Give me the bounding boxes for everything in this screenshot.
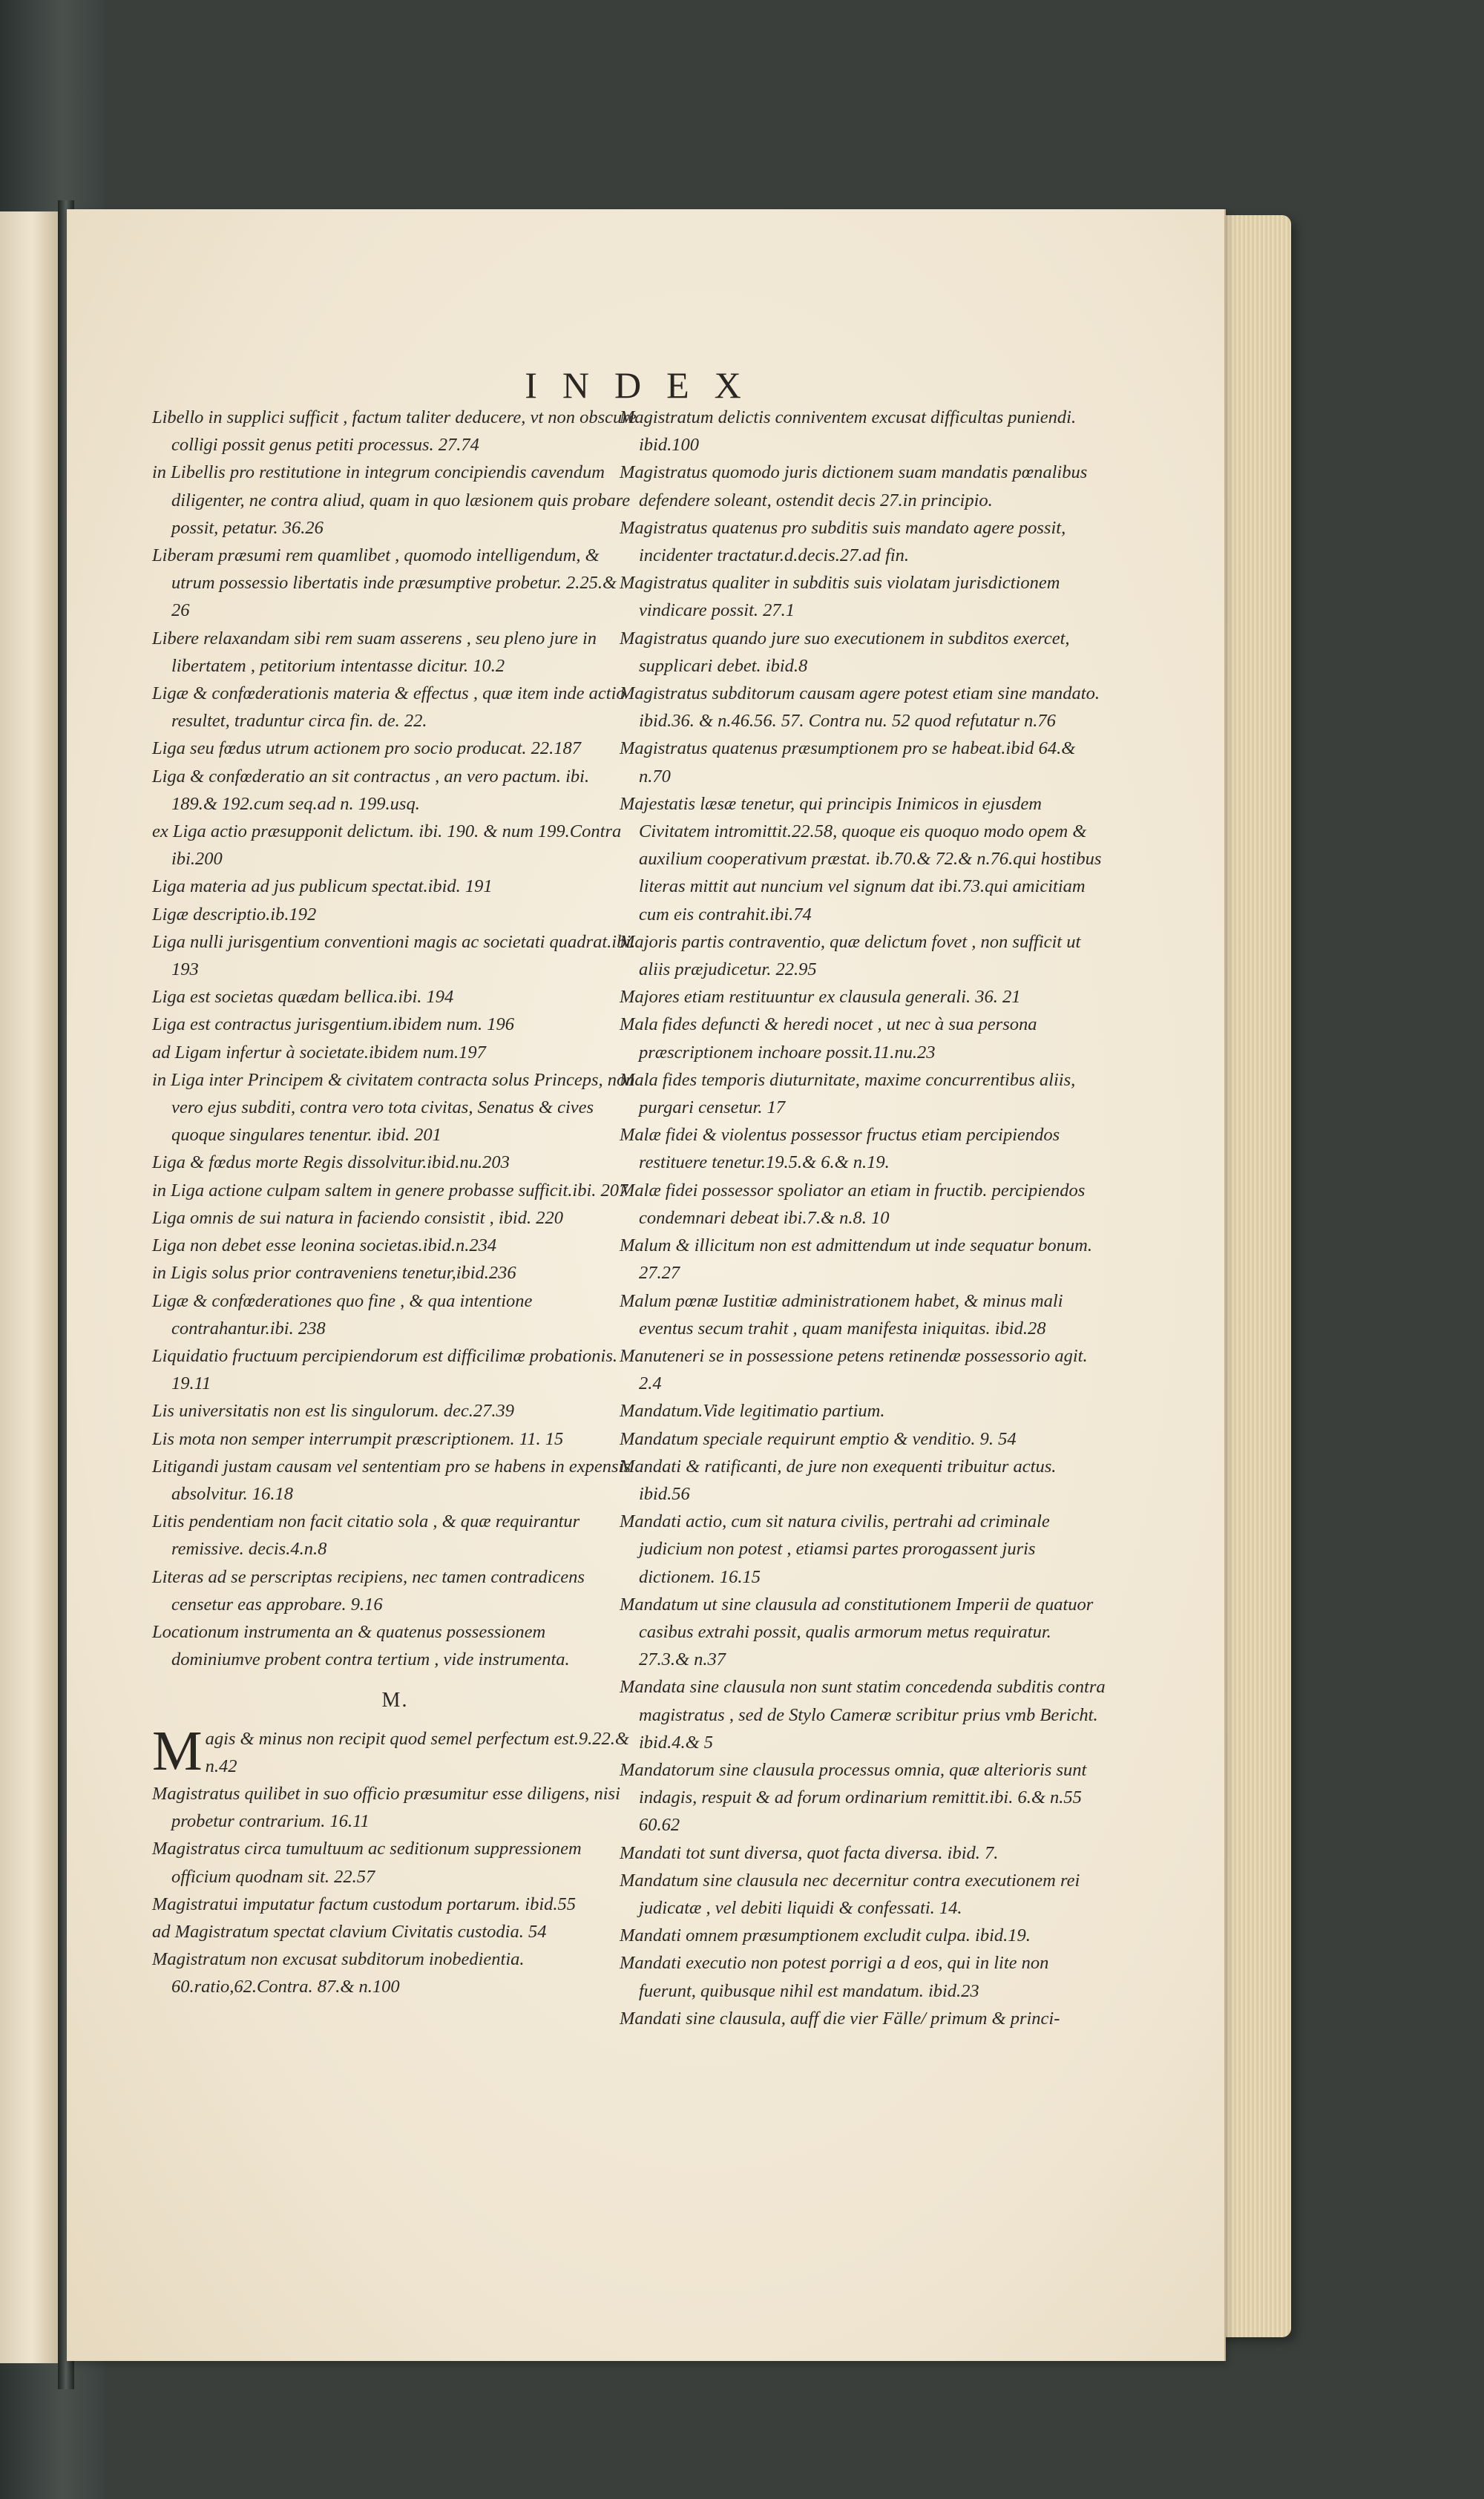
index-page bbox=[67, 209, 1226, 2361]
index-entry: Majores etiam restituuntur ex clausula generali. 36. 21 bbox=[620, 987, 1021, 1008]
dropcap-entry-text: agis & minus non recipit quod semel perfectum est.9.22.& n.42 bbox=[205, 1728, 629, 1776]
index-entry: Liga materia ad jus publicum spectat.ibid. 191 bbox=[152, 876, 493, 897]
right-column bbox=[620, 404, 1106, 2032]
index-entry: Mala fides defuncti & heredi nocet , ut nec à sua persona præscriptionem inchoare possit.11.nu.23 bbox=[620, 1014, 1037, 1063]
index-entry: ex Liga actio præsupponit delictum. ibi. 190. & num 199.Contra ibi.200 bbox=[152, 821, 622, 870]
index-entry: Ligæ & confœderationes quo fine , & qua intentione contrahantur.ibi. 238 bbox=[152, 1290, 533, 1339]
index-entry: Magistratus qualiter in subditis suis violatam jurisdictionem vindicare possit. 27.1 bbox=[620, 573, 1060, 621]
index-entry: Mandati & ratificanti, de jure non exequenti tribuitur actus. ibid.56 bbox=[620, 1456, 1057, 1504]
index-entry: in Liga actione culpam saltem in genere probasse sufficit.ibi. 207 bbox=[152, 1180, 628, 1201]
index-entry: Magistratui imputatur factum custodum portarum. ibid.55 bbox=[152, 1894, 577, 1914]
index-entry: Mandatum sine clausula nec decernitur contra executionem rei judicatæ , vel debiti liquidi & confessati. 14. bbox=[620, 1870, 1080, 1918]
index-entry: Liquidatio fructuum percipiendorum est difficilimæ probationis. 19.11 bbox=[152, 1345, 618, 1394]
index-entry: Ligæ descriptio.ib.192 bbox=[152, 904, 317, 925]
index-entry: Liga est societas quædam bellica.ibi. 194 bbox=[152, 987, 454, 1008]
index-entry: Ligæ & confœderationis materia & effectus , quæ item inde actio resultet, traduntur circa fin. de. 22. bbox=[152, 683, 626, 732]
index-entry: Magistratus quando jure suo executionem in subditos exercet, supplicari debet. ibid.8 bbox=[620, 628, 1070, 676]
index-entry: Mandatum.Vide legitimatio partium. bbox=[620, 1401, 885, 1422]
index-entry: Malæ fidei & violentus possessor fructus etiam percipiendos restituere tenetur.19.5.& 6.& n.19. bbox=[620, 1125, 1060, 1173]
index-entry: ad Magistratum spectat clavium Civitatis custodia. 54 bbox=[152, 1921, 547, 1942]
index-entry: Mandatorum sine clausula processus omnia, quæ alterioris sunt indagis, respuit & ad forum ordinarium remittit.ibi. 6.& n.55 60.62 bbox=[620, 1759, 1087, 1836]
index-entry: Magistratus quatenus pro subditis suis mandato agere possit, incidenter tractatur.d.decis.27.ad fin. bbox=[620, 517, 1066, 566]
index-entry: ad Ligam infertur à societate.ibidem num.197 bbox=[152, 1042, 486, 1063]
index-entry: Locationum instrumenta an & quatenus possessionem dominiumve probent contra tertium , vide instrumenta. bbox=[152, 1621, 570, 1670]
index-entry: Liga omnis de sui natura in faciendo consistit , ibid. 220 bbox=[152, 1207, 563, 1228]
index-entry: Mandati sine clausula, auff die vier Fälle/ primum & princi- bbox=[620, 2008, 1060, 2029]
index-entry: Magistratus quilibet in suo officio præsumitur esse diligens, nisi probetur contrarium. 16.11 bbox=[152, 1783, 620, 1832]
page-title: INDEX bbox=[525, 364, 766, 406]
index-entry: Magistratus circa tumultuum ac seditionum suppressionem officium quodnam sit. 22.57 bbox=[152, 1839, 582, 1887]
index-entry: Manuteneri se in possessione petens retinendæ possessorio agit. 2.4 bbox=[620, 1345, 1088, 1394]
index-entry: Mandati omnem præsumptionem excludit culpa. ibid.19. bbox=[620, 1925, 1031, 1946]
index-entry: Liga & fœdus morte Regis dissolvitur.ibid.nu.203 bbox=[152, 1152, 510, 1173]
index-entry: Liga & confœderatio an sit contractus , an vero pactum. ibi. 189.& 192.cum seq.ad n. 199.usq. bbox=[152, 766, 590, 814]
index-entry: Majestatis læsæ tenetur, qui principis Inimicos in ejusdem Civitatem intromittit.22.58, quoque eis quoquo modo opem & auxilium cooperativum præstat. ib.70.& 72.& n.76.qui hostibus literas mittit aut nuncium vel signum dat ibi.73.qui amicitiam cum eis contrahit.ibi.74 bbox=[620, 793, 1102, 925]
index-entry: Mandati actio, cum sit natura civilis, pertrahi ad criminale judicium non potest , etiamsi partes prorogassent juris dictionem. 16.15 bbox=[620, 1511, 1050, 1587]
index-entry: Libello in supplici sufficit , factum taliter deducere, vt non obscure colligi possit genus petiti processus. 27.74 bbox=[152, 407, 637, 456]
index-entry: Liga seu fœdus utrum actionem pro socio producat. 22.187 bbox=[152, 738, 582, 759]
index-entry: Literas ad se perscriptas recipiens, nec tamen contradicens censetur eas approbare. 9.16 bbox=[152, 1566, 585, 1615]
left-page-edge bbox=[0, 211, 60, 2363]
index-entry: Magistratus quomodo juris dictionem suam mandatis pœnalibus defendere soleant, ostendit decis 27.in principio. bbox=[620, 462, 1088, 510]
dropcap-letter: M bbox=[152, 1719, 203, 1782]
index-entry: Mandati executio non potest porrigi a d eos, qui in lite non fuerunt, quibusque nihil est mandatum. ibid.23 bbox=[620, 1953, 1049, 2001]
index-entry: in Liga inter Principem & civitatem contracta solus Princeps, non vero ejus subditi, contra vero tota civitas, Senatus & cives quoque singulares tenentur. ibid. 201 bbox=[152, 1069, 635, 1146]
index-entry: Malum pœnæ Iustitiæ administrationem habet, & minus mali eventus secum trahit , quam manifesta iniquitas. ibid.28 bbox=[620, 1290, 1063, 1339]
index-entry: Liga est contractus jurisgentium.ibidem num. 196 bbox=[152, 1014, 514, 1035]
index-entry: Liberam præsumi rem quamlibet , quomodo intelligendum, & utrum possessio libertatis inde præsumptive probetur. 2.25.& 26 bbox=[152, 545, 617, 621]
index-entry: Lis mota non semper interrumpit præscriptionem. 11. 15 bbox=[152, 1428, 564, 1449]
index-entry: Mandatum ut sine clausula ad constitutionem Imperii de quatuor casibus extrahi possit, qualis armorum metus requiratur. 27.3.& n.37 bbox=[620, 1594, 1094, 1670]
index-entry: Mandata sine clausula non sunt statim concedenda subditis contra magistratus , sed de Stylo Cameræ scribitur prius vmb Bericht. ibid.4.& 5 bbox=[620, 1677, 1106, 1753]
index-entry: Malæ fidei possessor spoliator an etiam in fructib. percipiendos condemnari debeat ibi.7.& n.8. 10 bbox=[620, 1180, 1086, 1228]
index-entry: Mala fides temporis diuturnitate, maxime concurrentibus aliis, purgari censetur. 17 bbox=[620, 1069, 1076, 1118]
index-entry: Malum & illicitum non est admittendum ut inde sequatur bonum. 27.27 bbox=[620, 1235, 1092, 1284]
index-entry: Magistratum delictis conniventem excusat difficultas puniendi. ibid.100 bbox=[620, 407, 1077, 456]
index-entry: Libere relaxandam sibi rem suam asserens , seu pleno jure in libertatem , petitorium intentasse dicitur. 10.2 bbox=[152, 628, 597, 676]
dropcap-entry bbox=[152, 1719, 638, 1782]
index-entry: Magistratus quatenus præsumptionem pro se habeat.ibid 64.& n.70 bbox=[620, 738, 1076, 787]
index-entry: Mandatum speciale requirunt emptio & venditio. 9. 54 bbox=[620, 1428, 1017, 1449]
index-entry: Litigandi justam causam vel sententiam pro se habens in expensis absolvitur. 16.18 bbox=[152, 1456, 631, 1504]
index-entry: in Ligis solus prior contraveniens tenetur,ibid.236 bbox=[152, 1263, 516, 1284]
index-entry: Magistratum non excusat subditorum inobedientia. 60.ratio,62.Contra. 87.& n.100 bbox=[152, 1949, 525, 1997]
index-entry: Liga non debet esse leonina societas.ibid.n.234 bbox=[152, 1235, 497, 1256]
index-entry: Lis universitatis non est lis singulorum. dec.27.39 bbox=[152, 1401, 514, 1422]
index-entry: Majoris partis contraventio, quæ delictum fovet , non sufficit ut aliis præjudicetur. 22.95 bbox=[620, 931, 1081, 980]
left-column bbox=[152, 404, 638, 2001]
index-entry: Mandati tot sunt diversa, quot facta diversa. ibid. 7. bbox=[620, 1842, 999, 1863]
index-entry: Litis pendentiam non facit citatio sola , & quæ requirantur remissive. decis.4.n.8 bbox=[152, 1511, 580, 1560]
index-entry: Liga nulli jurisgentium conventioni magis ac societati quadrat.ibi. 193 bbox=[152, 931, 636, 980]
index-entry: Magistratus subditorum causam agere potest etiam sine mandato. ibid.36. & n.46.56. 57. Contra nu. 52 quod refutatur n.76 bbox=[620, 683, 1100, 732]
section-letter: M. bbox=[381, 1689, 409, 1712]
index-entry: in Libellis pro restitutione in integrum concipiendis cavendum diligenter, ne contra aliud, quam in quo læsionem quis probare possit, petatur. 36.26 bbox=[152, 462, 631, 538]
